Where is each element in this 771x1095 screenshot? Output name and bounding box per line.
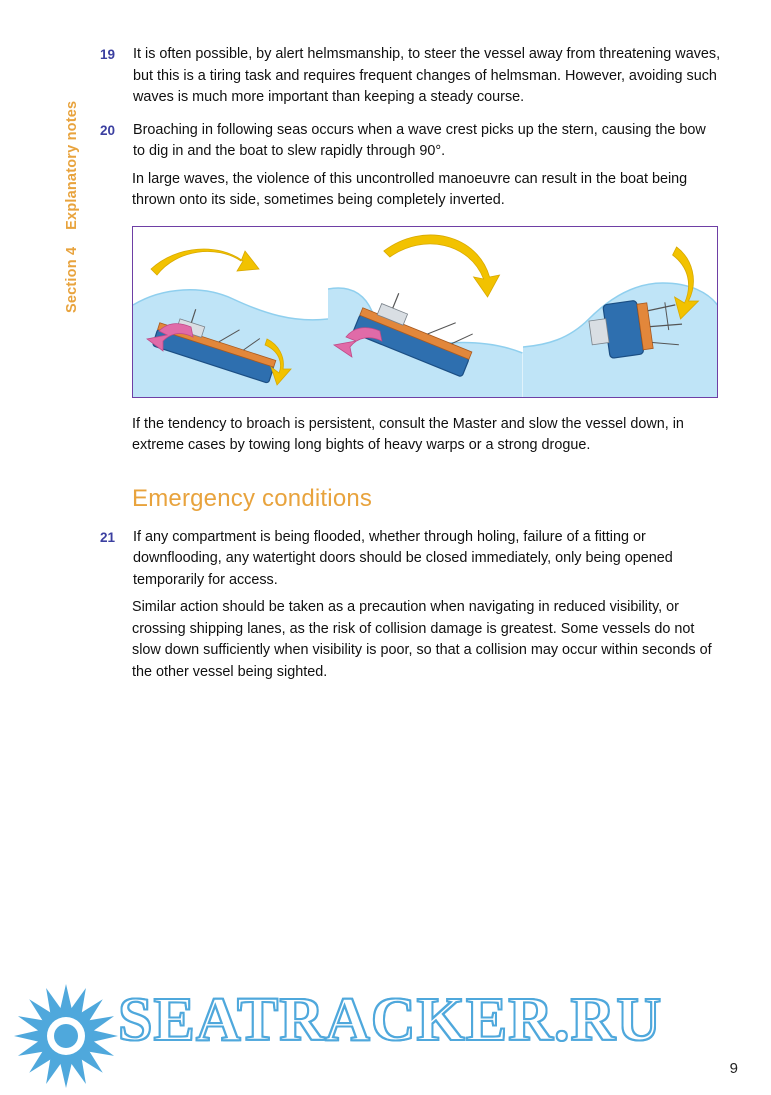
numbered-paragraph [99, 527, 721, 592]
paragraph-text [133, 120, 721, 163]
paragraph-20-continuation: In large waves, the violence of this uncontrolled manoeuvre can result in the boat being thrown onto its side, sometimes being completely inverted. [132, 170, 688, 208]
broaching-stage-2-diagram [328, 227, 522, 397]
section-number: Section 4 [64, 246, 80, 313]
paragraph-text [133, 44, 721, 109]
paragraph-number: 20 [100, 122, 116, 138]
paragraph-19-text: It is often possible, by alert helmsmanship, to steer the vessel away from threatening waves, but this is a tiring task and requires frequent changes of helmsman. However, avoiding such waves is much more important than keeping a steady course. [133, 46, 721, 105]
paragraph-20-text: Broaching in following seas occurs when a wave crest picks up the stern, causing the bow to dig in and the boat to slew rapidly through 90°. [133, 121, 706, 159]
paragraph-21-text: If any compartment is being flooded, whether through holing, failure of a fitting or downflooding, any watertight doors should be closed immediately, only being opened temporarily for access. [133, 528, 673, 588]
after-figure-block [132, 414, 721, 457]
section-side-label [64, 53, 80, 313]
figure-panel-3 [523, 227, 717, 397]
numbered-paragraph [99, 44, 721, 109]
after-figure-text: If the tendency to broach is persistent, consult the Master and slow the vessel down, in extreme cases by towing long bights of heavy warps or a strong drogue. [132, 415, 684, 453]
paragraph-number: 19 [100, 47, 116, 62]
section-title: Explanatory notes [64, 100, 80, 230]
page-content [99, 44, 721, 693]
watermark-text: SEATRACKER.RU [118, 986, 663, 1054]
sun-burst-icon [6, 981, 126, 1091]
figure-panel-2 [328, 227, 522, 397]
numbered-paragraph [99, 120, 721, 163]
broaching-stage-1-diagram [133, 227, 328, 397]
paragraph-21-continuation-block [132, 597, 721, 683]
broaching-illustration-figure [132, 226, 718, 398]
paragraph-text [133, 527, 721, 592]
paragraph-20-continuation-block [132, 169, 721, 212]
figure-panel-1 [133, 227, 328, 397]
page-number: 9 [729, 1060, 738, 1077]
paragraph-21-continuation: Similar action should be taken as a precaution when navigating in reduced visibility, or crossing shipping lanes, as the risk of collision damage is greatest. Some vessels do not slow down sufficiently when visibility is poor, so that a collision may occur within seconds of the other vessel being sighted. [132, 599, 712, 680]
watermark [0, 977, 771, 1087]
page-heading: Emergency conditions [132, 484, 373, 512]
paragraph-number: 21 [100, 529, 116, 545]
broaching-stage-3-diagram [523, 227, 717, 397]
